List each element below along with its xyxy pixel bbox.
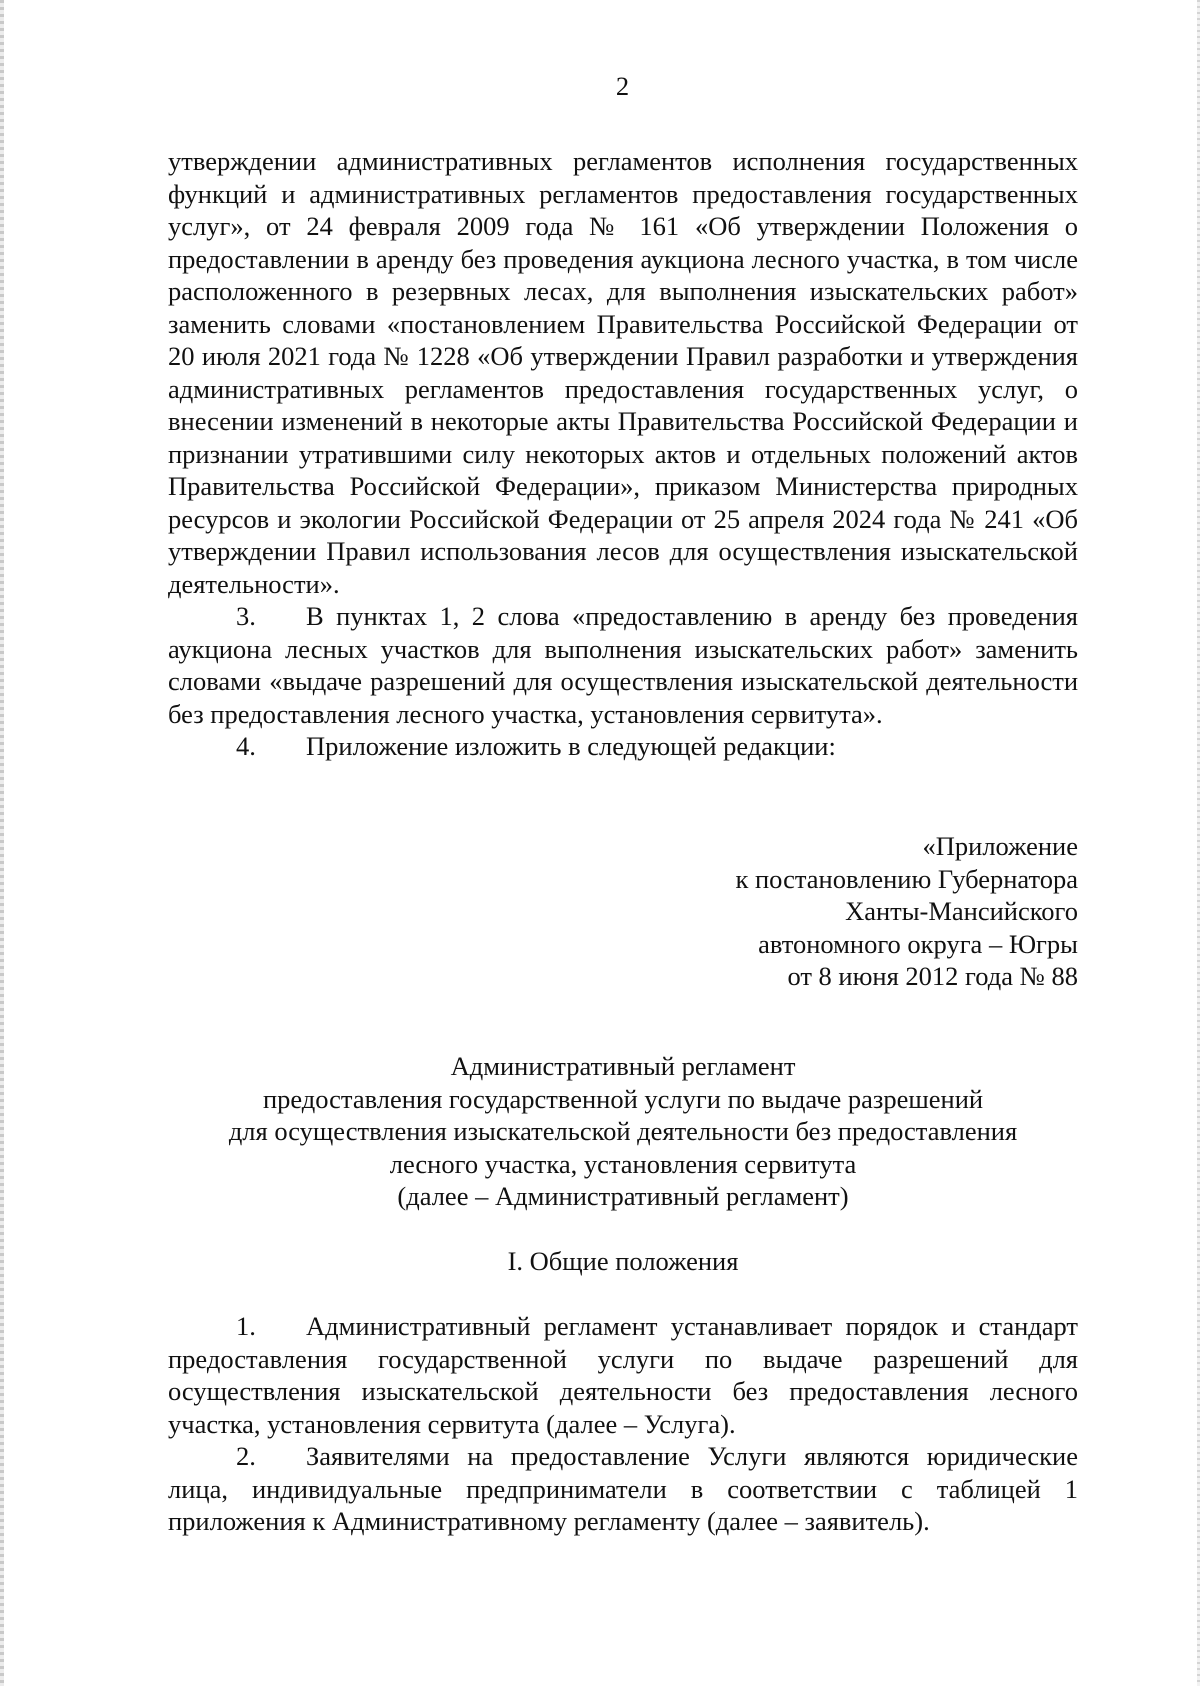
provision-1-text: Административный регламент устанавливает порядок и стандарт предоставления государственной услуги по выдаче разрешений для осуществления изыскательской деятельности без предоставления лесного участка, установления сервитута (далее – Услуга). — [168, 1311, 1078, 1439]
item-3-paragraph — [168, 600, 1078, 730]
provision-2-number: 2. — [236, 1441, 256, 1471]
item-3-text: В пунктах 1, 2 слова «предоставлению в аренду без проведения аукциона лесных участков для выполнения изыскательских работ» заменить словами «выдаче разрешений для осуществления изыскательской деятельности без предоставления лесного участка, установления сервитута». — [168, 601, 1078, 729]
regulation-title-line-5: (далее – Административный регламент) — [397, 1181, 849, 1211]
item-4-number: 4. — [236, 731, 256, 761]
amendment-text — [168, 145, 1078, 763]
regulation-title-line-3: для осуществления изыскательской деятельности без предоставления — [228, 1116, 1018, 1146]
regulation-title-line-2: предоставления государственной услуги по выдаче разрешений — [262, 1083, 984, 1114]
page-number: 2 — [615, 71, 630, 101]
scan-edge-left — [0, 0, 4, 1686]
appendix-line-4: автономного округа – Югры — [758, 928, 1078, 959]
appendix-line-3: Ханты-Мансийского — [845, 896, 1078, 926]
item-4-text: Приложение изложить в следующей редакции: — [306, 731, 836, 761]
item-4-paragraph — [168, 730, 1078, 763]
appendix-line-2: к постановлению Губернатора — [735, 863, 1078, 894]
regulation-title-line-1: Административный регламент — [450, 1051, 796, 1081]
general-provisions — [168, 1310, 1078, 1538]
provision-2-paragraph — [168, 1440, 1078, 1538]
item-3-number: 3. — [236, 601, 256, 631]
provision-1-paragraph — [168, 1310, 1078, 1440]
section-heading: I. Общие положения — [507, 1246, 739, 1276]
provision-2-text: Заявителями на предоставление Услуги являются юридические лица, индивидуальные предприниматели в соответствии с таблицей 1 приложения к Административному регламенту (далее – заявитель). — [168, 1441, 1078, 1536]
appendix-line-1: «Приложение — [922, 831, 1078, 861]
appendix-line-5: от 8 июня 2012 года № 88 — [787, 961, 1078, 991]
provision-1-number: 1. — [236, 1311, 256, 1341]
intro-paragraph: утверждении административных регламентов исполнения государственных функций и административных регламентов предоставления государственных услуг», от 24 февраля 2009 года № 161 «Об утверждении Положения о предоставлении в аренду без проведения аукциона лесного участка, в том числе расположенного в резервных лесах, для выполнения изыскательских работ» заменить словами «постановлением Правительства Российской Федерации от 20 июля 2021 года № 1228 «Об утверждении Правил разработки и утверждения административных регламентов предоставления государственных услуг, о внесении изменений в некоторые акты Правительства Российской Федерации и признании утратившими силу некоторых актов и отдельных положений актов Правительства Российской Федерации», приказом Министерства природных ресурсов и экологии Российской Федерации от 25 апреля 2024 года № 241 «Об утверждении Правил использования лесов для осуществления изыскательской деятельности». — [168, 146, 1078, 599]
regulation-title — [168, 1050, 1078, 1213]
regulation-title-line-4: лесного участка, установления сервитута — [389, 1148, 857, 1179]
appendix-reference — [736, 830, 1079, 993]
